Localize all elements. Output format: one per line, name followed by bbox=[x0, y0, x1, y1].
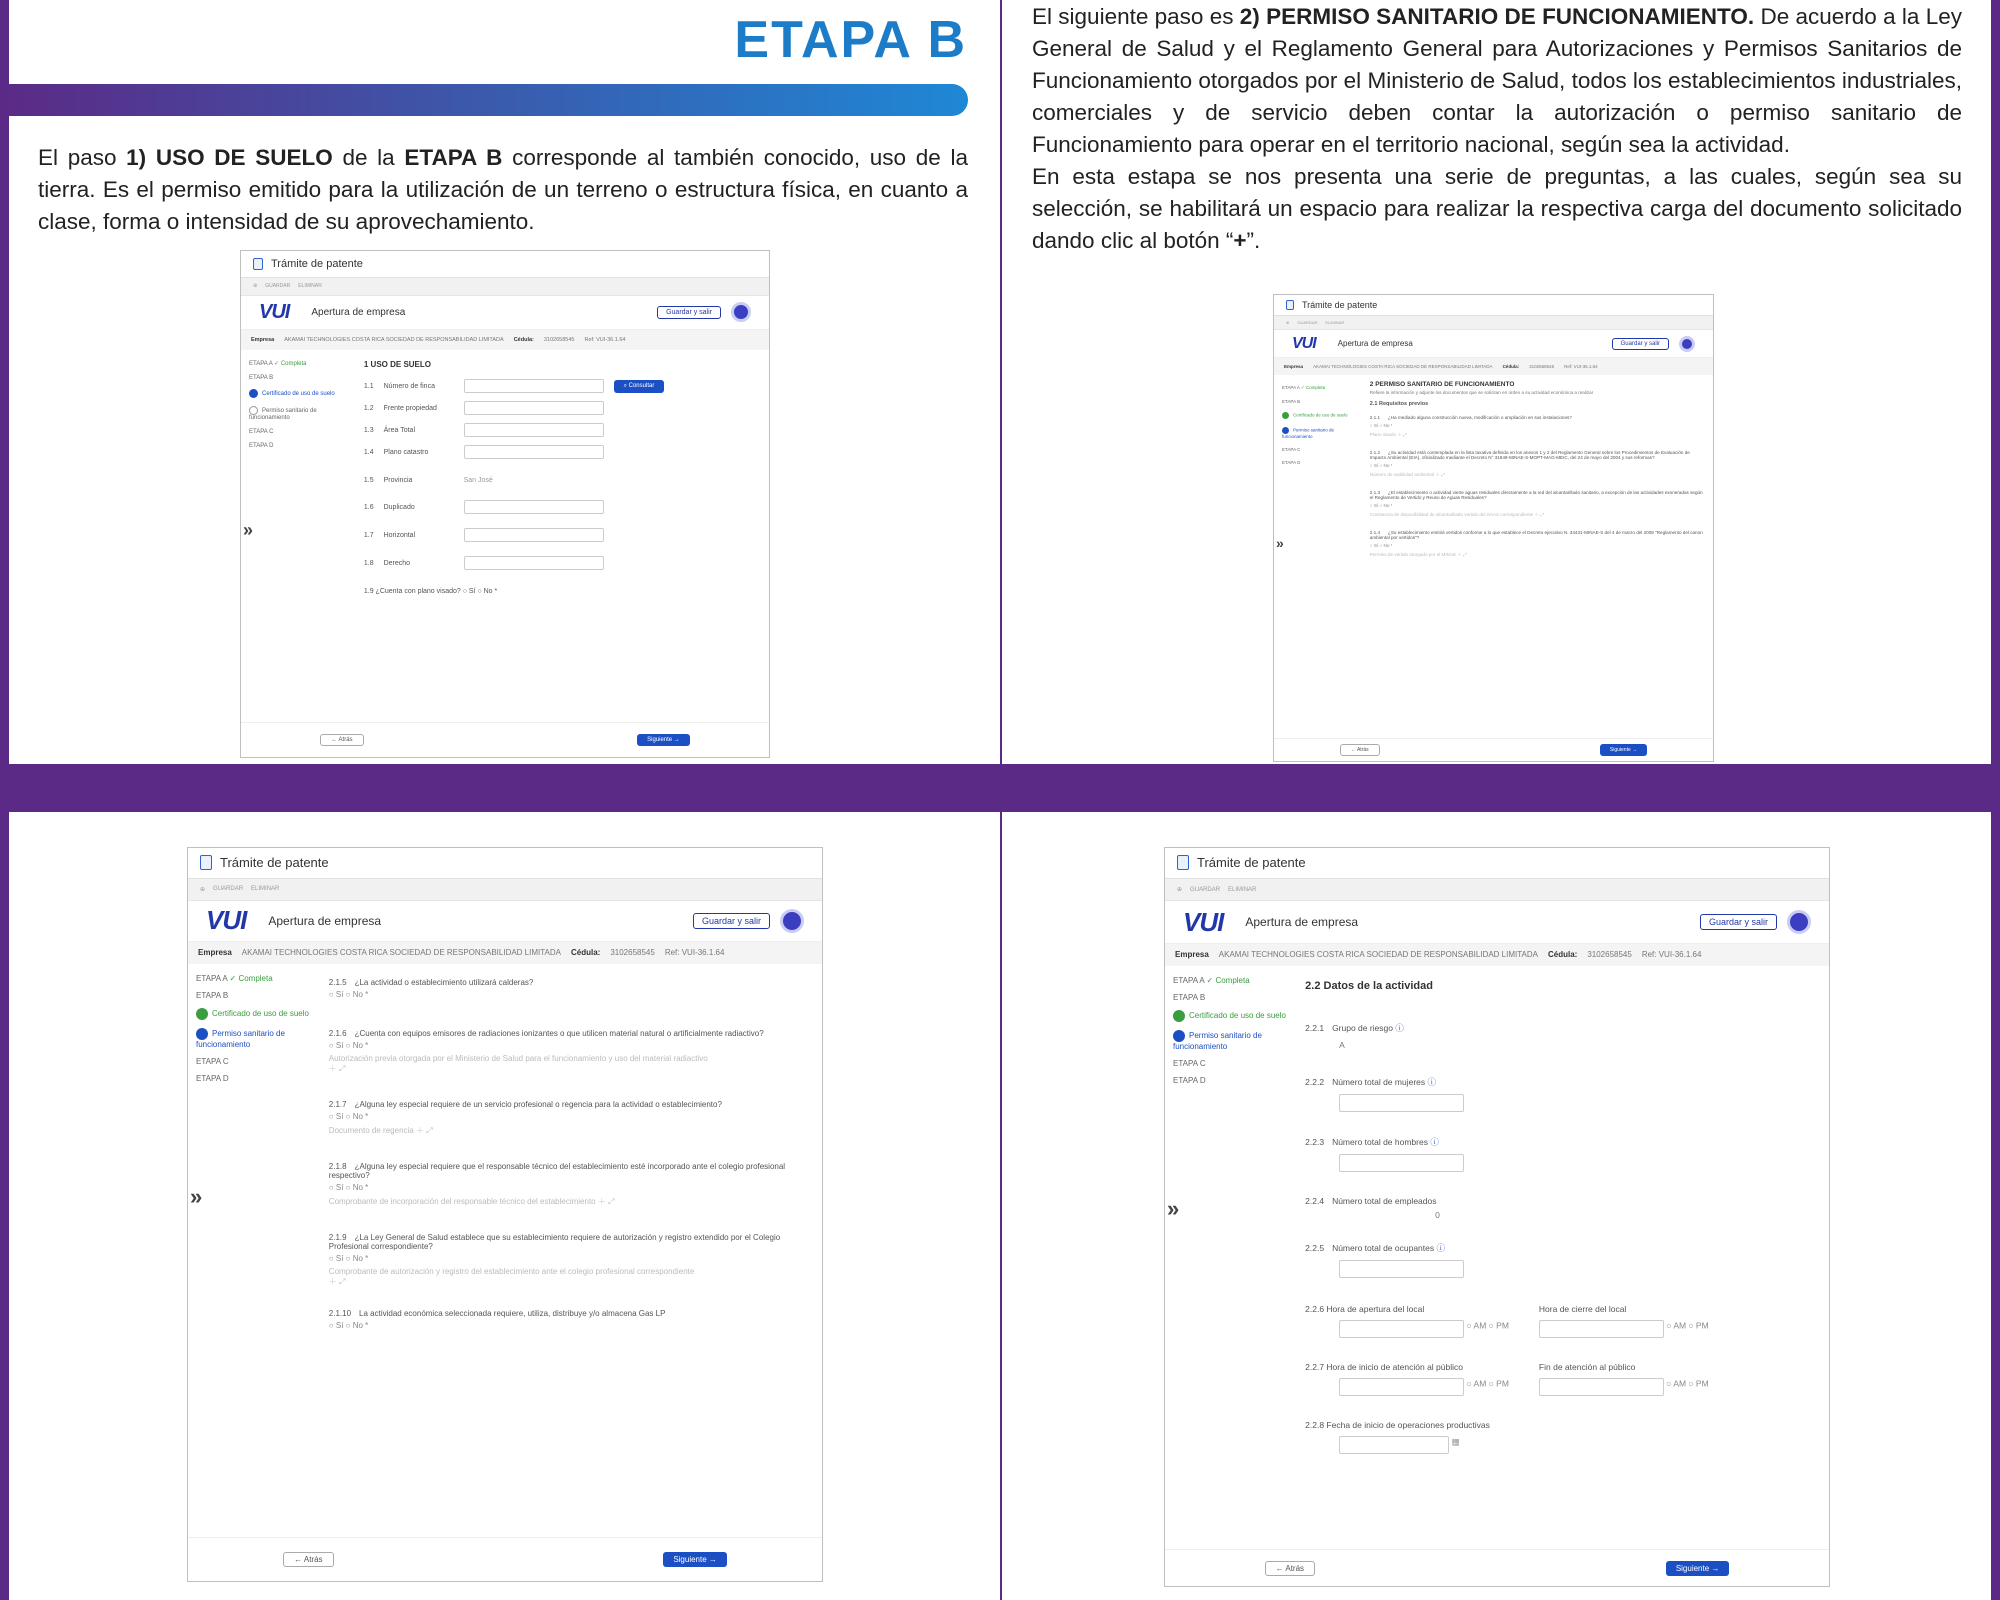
sidebar-etapa-a[interactable]: ETAPA A bbox=[1173, 976, 1205, 986]
question-text: ¿Su actividad está contemplada en la lista taxativa definida en los anexos 1 y 2 del Reglamento General sobre los Procedimientos de Evaluación de Impacto Ambiental (EIA), oficializado mediante el Decreto N° 31849-MINAE-S-MOPT-MAG-MEIC, del 24 de mayo del 2004 y sus reformas? bbox=[1369, 449, 1690, 460]
field-2-2-2 bbox=[1305, 1076, 1815, 1112]
vui-logo: VUI bbox=[1183, 906, 1224, 937]
question-2-1-7 bbox=[329, 1100, 808, 1136]
add-file-icon[interactable]: ＋ ⤢ bbox=[328, 1063, 346, 1073]
duplicado-input[interactable] bbox=[464, 500, 604, 514]
right-edge-bar-top bbox=[1991, 0, 2000, 764]
plano-catastro-input[interactable] bbox=[464, 445, 604, 459]
si-no-radio[interactable]: ○ Sí ○ No * bbox=[328, 1182, 369, 1192]
empleados-value: 0 bbox=[1435, 1210, 1440, 1221]
question-text: ¿Alguna ley especial requiere de un servicio profesional o regencia para la actividad o establecimiento? bbox=[354, 1099, 722, 1109]
sidebar-etapa-d[interactable]: ETAPA D bbox=[249, 443, 274, 450]
upload-hint bbox=[329, 1125, 808, 1136]
hint-text: Permiso de vertido otorgado por el MINAE bbox=[1369, 551, 1457, 557]
document-icon bbox=[200, 855, 212, 870]
question-number: 2.1.6 bbox=[328, 1028, 347, 1038]
guardar-link[interactable]: GUARDAR bbox=[1190, 886, 1221, 893]
apertura-input[interactable] bbox=[1339, 1320, 1464, 1338]
vui-logo: VUI bbox=[1292, 334, 1316, 352]
sidebar-etapa-d[interactable]: ETAPA D bbox=[1173, 1076, 1206, 1086]
question-2-1-5 bbox=[329, 978, 808, 999]
guardar-salir-button[interactable]: Guardar y salir bbox=[657, 306, 721, 319]
question-number: 2.1.9 bbox=[328, 1232, 347, 1242]
si-no-radio[interactable]: ○ Sí ○ No * bbox=[328, 1040, 369, 1050]
apertura-ampm-radio[interactable]: ○ AM ○ PM bbox=[1466, 1320, 1509, 1331]
sidebar-etapa-a[interactable]: ETAPA A bbox=[196, 973, 228, 983]
save-icon[interactable]: ⊕ bbox=[200, 886, 206, 893]
sidebar-permiso-sanitario[interactable]: Permiso sanitario de funcionamiento bbox=[1282, 427, 1335, 439]
ocupantes-input[interactable] bbox=[1339, 1260, 1464, 1278]
field-2-2-6 bbox=[1305, 1304, 1815, 1338]
question-number: 2.1.10 bbox=[328, 1308, 352, 1318]
field-2-2-1 bbox=[1305, 1022, 1815, 1050]
field-label: Horizontal bbox=[383, 531, 416, 539]
question-2-1-10 bbox=[329, 1309, 808, 1330]
ref-value: Ref: VUI-36.1.64 bbox=[1564, 363, 1598, 369]
sidebar-etapa-a[interactable]: ETAPA A bbox=[249, 361, 273, 368]
question-2-1-2 bbox=[1370, 450, 1705, 478]
empresa-label: Empresa bbox=[251, 337, 275, 344]
eliminar-link[interactable]: ELIMINAR bbox=[1228, 886, 1257, 893]
field-label: Número total de hombres bbox=[1332, 1137, 1428, 1148]
hint-text: Número de viabilidad ambiental bbox=[1369, 471, 1435, 477]
field-number: 1.4 bbox=[363, 448, 374, 456]
atras-button[interactable]: ← Atrás bbox=[320, 734, 363, 746]
add-file-icon[interactable]: ＋ ⤢ bbox=[415, 1125, 433, 1135]
app-title: Apertura de empresa bbox=[311, 306, 406, 318]
upload-hint bbox=[1370, 552, 1705, 558]
field-label: Número total de mujeres bbox=[1332, 1077, 1426, 1088]
window-title: Trámite de patente bbox=[1302, 300, 1378, 311]
empresa-label: Empresa bbox=[1284, 363, 1304, 369]
field-number: 1.1 bbox=[363, 382, 374, 390]
add-file-icon[interactable]: ＋ ⤢ bbox=[1397, 431, 1407, 437]
si-no-radio[interactable]: ○ Sí ○ No * bbox=[1369, 542, 1393, 548]
cedula-value: 3102658545 bbox=[1587, 950, 1632, 960]
cedula-label: Cédula: bbox=[1502, 363, 1520, 369]
fecha-inicio-input[interactable] bbox=[1339, 1436, 1449, 1454]
info-icon[interactable]: ⓘ bbox=[1427, 1077, 1437, 1088]
cierre-input[interactable] bbox=[1539, 1320, 1664, 1338]
step-2-icon bbox=[249, 406, 258, 415]
screenshot-permiso-sanitario-1 bbox=[1273, 294, 1714, 762]
inicio-ampm-radio[interactable]: ○ AM ○ PM bbox=[1466, 1378, 1509, 1389]
section-intro: Refiere la información y adjunte los documentos que se solicitan en orden a su actividad económica a realizar bbox=[1369, 389, 1594, 395]
step-2-icon bbox=[1173, 1030, 1185, 1042]
field-label: Número total de empleados bbox=[1332, 1196, 1437, 1207]
mujeres-input[interactable] bbox=[1339, 1094, 1464, 1112]
empresa-name: AKAMAI TECHNOLOGIES COSTA RICA SOCIEDAD DE RESPONSABILIDAD LIMITADA bbox=[1313, 363, 1493, 369]
question-number: 2.1.7 bbox=[328, 1099, 347, 1109]
fin-ampm-radio[interactable]: ○ AM ○ PM bbox=[1666, 1378, 1709, 1389]
si-no-radio[interactable]: ○ Sí ○ No * bbox=[1369, 422, 1393, 428]
window-title: Trámite de patente bbox=[1197, 855, 1306, 871]
collapse-chevron-icon[interactable]: » bbox=[1167, 1196, 1180, 1222]
plano-visado-question[interactable]: 1.9 ¿Cuenta con plano visado? ○ Sí ○ No * bbox=[363, 588, 498, 596]
sidebar-etapa-b[interactable]: ETAPA B bbox=[249, 375, 274, 382]
field-number: 2.2.5 bbox=[1305, 1243, 1325, 1254]
question-number: 2.1.8 bbox=[328, 1161, 347, 1171]
cierre-label: Hora de cierre del local bbox=[1538, 1304, 1627, 1315]
si-no-radio[interactable]: ○ Sí ○ No * bbox=[328, 1111, 369, 1121]
guardar-salir-button[interactable]: Guardar y salir bbox=[1612, 338, 1669, 350]
fin-atencion-label: Fin de atención al público bbox=[1538, 1362, 1636, 1373]
avatar[interactable] bbox=[1679, 336, 1695, 352]
question-text: La actividad económica seleccionada requiere, utiliza, distribuye y/o almacena Gas LP bbox=[359, 1308, 666, 1318]
question-text: ¿Cuenta con equipos emisores de radiaciones ionizantes o que utilicen material natural o artificialmente radiactivo? bbox=[354, 1028, 764, 1038]
hint-text: Constancia de disponibilidad de alcantarillado vertido del SAAS correspondiente bbox=[1369, 511, 1534, 517]
guardar-link[interactable]: GUARDAR bbox=[1297, 320, 1318, 326]
field-number: 1.7 bbox=[363, 531, 374, 539]
field-label: Número de finca bbox=[383, 382, 435, 390]
hint-text: Autorización previa otorgada por el Ministerio de Salud para el funcionamiento y uso del material radiactivo bbox=[328, 1053, 708, 1063]
si-no-radio[interactable]: ○ Sí ○ No * bbox=[328, 1320, 369, 1330]
screenshot-uso-de-suelo bbox=[240, 250, 770, 758]
field-label: Provincia bbox=[383, 477, 413, 485]
upload-hint bbox=[1370, 512, 1705, 518]
document-icon bbox=[253, 258, 263, 270]
numero-finca-input[interactable] bbox=[464, 379, 604, 393]
collapse-chevron-icon[interactable]: » bbox=[243, 520, 254, 541]
horizontal-band bbox=[0, 764, 2000, 812]
sidebar-permiso-sanitario[interactable]: Permiso sanitario de funcionamiento bbox=[249, 408, 317, 422]
subsection-title: 2.1 Requisitos previos bbox=[1369, 400, 1429, 407]
question-2-1-9 bbox=[329, 1233, 808, 1287]
upload-hint bbox=[1370, 472, 1705, 478]
horizontal-input[interactable] bbox=[464, 528, 604, 542]
siguiente-button[interactable]: Siguiente → bbox=[1666, 1561, 1730, 1576]
siguiente-button[interactable]: Siguiente → bbox=[637, 734, 690, 746]
app-title: Apertura de empresa bbox=[268, 913, 382, 928]
sidebar-etapa-b[interactable]: ETAPA B bbox=[1173, 993, 1206, 1003]
section-title: 2.2 Datos de la actividad bbox=[1305, 980, 1433, 993]
eliminar-link[interactable]: ELIMINAR bbox=[1325, 320, 1345, 326]
question-text: ¿La actividad o establecimiento utilizará calderas? bbox=[354, 977, 534, 987]
guardar-link[interactable]: GUARDAR bbox=[213, 886, 244, 893]
add-file-icon[interactable]: ＋ ⤢ bbox=[328, 1276, 346, 1286]
empresa-name: AKAMAI TECHNOLOGIES COSTA RICA SOCIEDAD DE RESPONSABILIDAD LIMITADA bbox=[1218, 950, 1538, 960]
question-number: 2.1.5 bbox=[328, 977, 347, 987]
derecho-input[interactable] bbox=[464, 556, 604, 570]
sidebar-cert-uso[interactable]: Certificado de uso de suelo bbox=[1189, 1011, 1286, 1021]
field-number: 1.3 bbox=[363, 426, 374, 434]
guardar-link[interactable]: GUARDAR bbox=[265, 283, 291, 290]
sidebar-etapa-c[interactable]: ETAPA C bbox=[196, 1056, 229, 1066]
guardar-salir-button[interactable]: Guardar y salir bbox=[1700, 914, 1777, 930]
completa-badge: ✓ Completa bbox=[1206, 976, 1250, 986]
field-2-2-4 bbox=[1305, 1196, 1815, 1220]
completa-badge: ✓ Completa bbox=[1300, 384, 1326, 390]
add-file-icon[interactable]: ＋ ⤢ bbox=[1534, 511, 1545, 517]
question-text: ¿Alguna ley especial requiere que el responsable técnico del establecimiento esté incorporado ante el colegio profesional respectivo? bbox=[328, 1161, 786, 1180]
grupo-riesgo-value: A bbox=[1339, 1040, 1345, 1051]
hint-text: Plano visado bbox=[1369, 431, 1397, 437]
question-text: ¿El establecimiento o actividad vierte aguas residuales directamente a la red del alcantarillado sanitario, a excepción de las actividades exoneradas según el Reglamento de Vertido y Reuso de Aguas Residuales? bbox=[1369, 489, 1703, 500]
sidebar-permiso-sanitario[interactable]: Permiso sanitario de funcionamiento bbox=[196, 1028, 285, 1049]
question-number: 2.1.1 bbox=[1369, 414, 1381, 420]
consultar-button[interactable]: ⌕ Consultar bbox=[614, 380, 665, 393]
document-icon bbox=[1286, 300, 1294, 310]
atras-button[interactable]: ← Atrás bbox=[283, 1552, 333, 1567]
sidebar-cert-uso[interactable]: Certificado de uso de suelo bbox=[212, 1008, 309, 1018]
cedula-label: Cédula: bbox=[1547, 950, 1578, 960]
app-title: Apertura de empresa bbox=[1245, 915, 1359, 929]
field-2-2-3 bbox=[1305, 1136, 1815, 1172]
guardar-salir-button[interactable]: Guardar y salir bbox=[693, 913, 770, 929]
screenshot-datos-actividad bbox=[1164, 847, 1830, 1587]
atras-button[interactable]: ← Atrás bbox=[1340, 744, 1380, 756]
completa-badge: ✓ Completa bbox=[229, 973, 273, 983]
vui-logo: VUI bbox=[206, 905, 247, 936]
save-icon[interactable]: ⊕ bbox=[1286, 320, 1290, 326]
area-input[interactable] bbox=[464, 423, 604, 437]
sidebar-cert-uso[interactable]: Certificado de uso de suelo bbox=[1293, 412, 1348, 418]
si-no-radio[interactable]: ○ Sí ○ No * bbox=[1369, 502, 1393, 508]
hint-text: Comprobante de autorización y registro del establecimiento ante el colegio profesional correspondiente bbox=[328, 1266, 695, 1276]
apertura-label: 2.2.6 Hora de apertura del local bbox=[1305, 1304, 1425, 1315]
step-2-icon bbox=[196, 1028, 208, 1040]
question-number: 2.1.2 bbox=[1369, 449, 1381, 455]
inicio-atencion-input[interactable] bbox=[1339, 1378, 1464, 1396]
empresa-label: Empresa bbox=[1175, 950, 1209, 960]
field-2-2-5 bbox=[1305, 1242, 1815, 1278]
add-file-icon[interactable]: ＋ ⤢ bbox=[597, 1196, 615, 1206]
right-paragraph: El siguiente paso es 2) PERMISO SANITARIO DE FUNCIONAMIENTO. De acuerdo a la Ley General de Salud y el Reglamento General para Autorizaciones y Permisos Sanitarios de Funcionamiento otorgados por el Ministerio de Salud, todos los establecimientos industriales, comerciales y de servicio deben contar la autorización o permiso sanitario de Funcionamiento para operar en el territorio nacional, según sea la actividad. En esta estapa se nos presenta una serie de preguntas, a las cuales, según sea su selección, se habilitará un espacio para realizar la respectiva carga del documento solicitado dando clic al botón “+”. bbox=[1032, 4, 1962, 253]
left-edge-bar-bottom bbox=[0, 812, 9, 1600]
field-number: 1.5 bbox=[363, 477, 374, 485]
hint-text: Documento de regencia bbox=[328, 1125, 414, 1135]
question-text: ¿Ha mediado alguna construcción nueva, modificación o ampliación en sus instalaciones? bbox=[1388, 414, 1572, 420]
add-file-icon[interactable]: ＋ ⤢ bbox=[1457, 551, 1467, 557]
sidebar-etapa-c[interactable]: ETAPA C bbox=[1173, 1059, 1206, 1069]
section-title: 2 PERMISO SANITARIO DE FUNCIONAMIENTO bbox=[1369, 380, 1515, 388]
vertical-divider-top bbox=[1000, 0, 1002, 764]
eliminar-link[interactable]: ELIMINAR bbox=[298, 283, 322, 290]
siguiente-button[interactable]: Siguiente → bbox=[663, 1552, 727, 1567]
question-text: ¿La Ley General de Salud establece que su establecimiento requiere de autorización y registro extendido por el Colegio Profesional correspondiente? bbox=[328, 1232, 781, 1251]
sidebar-etapa-a[interactable]: ETAPA A bbox=[1282, 384, 1300, 390]
upload-hint bbox=[1370, 432, 1705, 438]
check-icon bbox=[1282, 412, 1289, 419]
cedula-label: Cédula: bbox=[570, 948, 601, 958]
si-no-radio[interactable]: ○ Sí ○ No * bbox=[328, 1253, 369, 1263]
field-number: 2.2.1 bbox=[1305, 1023, 1325, 1034]
question-2-1-1 bbox=[1370, 415, 1705, 438]
frente-input[interactable] bbox=[464, 401, 604, 415]
hint-text: Comprobante de incorporación del responsable técnico del establecimiento bbox=[328, 1196, 596, 1206]
cedula-label: Cédula: bbox=[513, 337, 534, 344]
atras-button[interactable]: ← Atrás bbox=[1265, 1561, 1315, 1576]
field-label: Duplicado bbox=[383, 503, 415, 511]
fecha-inicio-label: 2.2.8 Fecha de inicio de operaciones productivas bbox=[1305, 1420, 1490, 1431]
field-label: Frente propiedad bbox=[383, 404, 437, 412]
field-label: Grupo de riesgo bbox=[1332, 1023, 1394, 1034]
field-2-2-8 bbox=[1305, 1420, 1815, 1454]
window-title: Trámite de patente bbox=[271, 258, 363, 271]
eliminar-link[interactable]: ELIMINAR bbox=[251, 886, 280, 893]
question-2-1-6 bbox=[329, 1029, 808, 1074]
empresa-name: AKAMAI TECHNOLOGIES COSTA RICA SOCIEDAD DE RESPONSABILIDAD LIMITADA bbox=[241, 948, 561, 958]
vui-logo: VUI bbox=[259, 300, 290, 323]
avatar[interactable] bbox=[780, 909, 804, 933]
section-title: 1 USO DE SUELO bbox=[363, 360, 431, 370]
question-2-1-8 bbox=[329, 1162, 808, 1207]
field-label: Número total de ocupantes bbox=[1332, 1243, 1435, 1254]
question-number: 2.1.4 bbox=[1369, 529, 1381, 535]
add-file-icon[interactable]: ＋ ⤢ bbox=[1435, 471, 1445, 477]
left-paragraph: El paso 1) USO DE SUELO de la ETAPA B corresponde al también conocido, uso de la tierra. Es el permiso emitido para la utilización de un terreno o estructura física, en cuanto a clase, forma o intensidad de su aprovechamiento. bbox=[38, 145, 968, 234]
si-no-radio[interactable]: ○ Sí ○ No * bbox=[1369, 462, 1393, 468]
save-icon[interactable]: ⊕ bbox=[1177, 887, 1183, 894]
sidebar-cert-uso[interactable]: Certificado de uso de suelo bbox=[262, 391, 335, 398]
sidebar-etapa-c[interactable]: ETAPA C bbox=[249, 429, 274, 436]
app-title: Apertura de empresa bbox=[1337, 339, 1413, 349]
field-number: 1.6 bbox=[363, 503, 374, 511]
window-title: Trámite de patente bbox=[220, 855, 329, 871]
check-icon bbox=[196, 1008, 208, 1020]
question-number: 2.1.3 bbox=[1369, 489, 1381, 495]
hombres-input[interactable] bbox=[1339, 1154, 1464, 1172]
avatar[interactable] bbox=[731, 302, 751, 322]
field-number: 2.2.4 bbox=[1305, 1196, 1325, 1207]
fin-atencion-input[interactable] bbox=[1539, 1378, 1664, 1396]
upload-hint bbox=[329, 1196, 808, 1207]
ref-value: Ref: VUI-36.1.64 bbox=[584, 337, 626, 344]
field-2-2-7 bbox=[1305, 1362, 1815, 1396]
si-no-radio[interactable]: ○ Sí ○ No * bbox=[328, 989, 369, 999]
collapse-chevron-icon[interactable]: » bbox=[190, 1183, 203, 1209]
sidebar-etapa-b[interactable]: ETAPA B bbox=[1282, 398, 1301, 404]
info-icon[interactable]: ⓘ bbox=[1436, 1243, 1446, 1254]
step-2-icon bbox=[1282, 427, 1289, 434]
sidebar-etapa-d[interactable]: ETAPA D bbox=[196, 1073, 229, 1083]
provincia-value: San José bbox=[463, 477, 493, 485]
info-icon[interactable]: ⓘ bbox=[1430, 1137, 1439, 1148]
sidebar-permiso-sanitario[interactable]: Permiso sanitario de funcionamiento bbox=[1173, 1031, 1262, 1052]
step-1-icon bbox=[249, 389, 258, 398]
inicio-atencion-label: 2.2.7 Hora de inicio de atención al público bbox=[1305, 1362, 1463, 1373]
completa-badge: ✓ Completa bbox=[274, 361, 307, 368]
question-2-1-3 bbox=[1370, 490, 1705, 518]
field-number: 2.2.3 bbox=[1305, 1137, 1325, 1148]
save-icon[interactable]: ⊕ bbox=[253, 283, 258, 290]
cedula-value: 3102658545 bbox=[610, 948, 655, 958]
sidebar-etapa-d[interactable]: ETAPA D bbox=[1282, 459, 1301, 465]
document-icon bbox=[1177, 855, 1189, 870]
cedula-value: 3102658545 bbox=[543, 337, 575, 344]
field-label: Derecho bbox=[383, 559, 411, 567]
empresa-label: Empresa bbox=[198, 948, 232, 958]
etapa-title: ETAPA B bbox=[734, 11, 967, 69]
field-number: 1.8 bbox=[363, 559, 374, 567]
ref-value: Ref: VUI-36.1.64 bbox=[664, 948, 725, 958]
ref-value: Ref: VUI-36.1.64 bbox=[1641, 950, 1702, 960]
question-2-1-4 bbox=[1370, 530, 1705, 558]
calendar-icon[interactable]: ▦ bbox=[1451, 1436, 1460, 1447]
screenshot-permiso-sanitario-2 bbox=[187, 847, 823, 1582]
check-icon bbox=[1173, 1010, 1185, 1022]
empresa-name: AKAMAI TECHNOLOGIES COSTA RICA SOCIEDAD DE RESPONSABILIDAD LIMITADA bbox=[284, 337, 504, 344]
field-number: 1.2 bbox=[363, 404, 374, 412]
field-number: 2.2.2 bbox=[1305, 1077, 1325, 1088]
siguiente-button[interactable]: Siguiente → bbox=[1600, 744, 1647, 756]
gradient-title-bar bbox=[0, 84, 968, 116]
field-label: Área Total bbox=[383, 426, 415, 434]
info-icon[interactable]: ⓘ bbox=[1395, 1023, 1404, 1034]
question-text: ¿Su establecimiento emitirá vertidos conforme a lo que establece el Decreto ejecutivo N. 34431-MINAE-S del 4 de marzo del 2008 "Reglamento del canon ambiental por vertidos"? bbox=[1369, 529, 1703, 540]
cedula-value: 3102658545 bbox=[1529, 363, 1555, 369]
cierre-ampm-radio[interactable]: ○ AM ○ PM bbox=[1666, 1320, 1709, 1331]
sidebar-etapa-c[interactable]: ETAPA C bbox=[1282, 446, 1301, 452]
sidebar-etapa-b[interactable]: ETAPA B bbox=[196, 990, 229, 1000]
vertical-divider-bottom bbox=[1000, 812, 1002, 1600]
collapse-chevron-icon[interactable]: » bbox=[1276, 534, 1284, 551]
avatar[interactable] bbox=[1787, 910, 1811, 934]
right-edge-bar-bottom bbox=[1991, 812, 2000, 1600]
field-label: Plano catastro bbox=[383, 448, 429, 456]
